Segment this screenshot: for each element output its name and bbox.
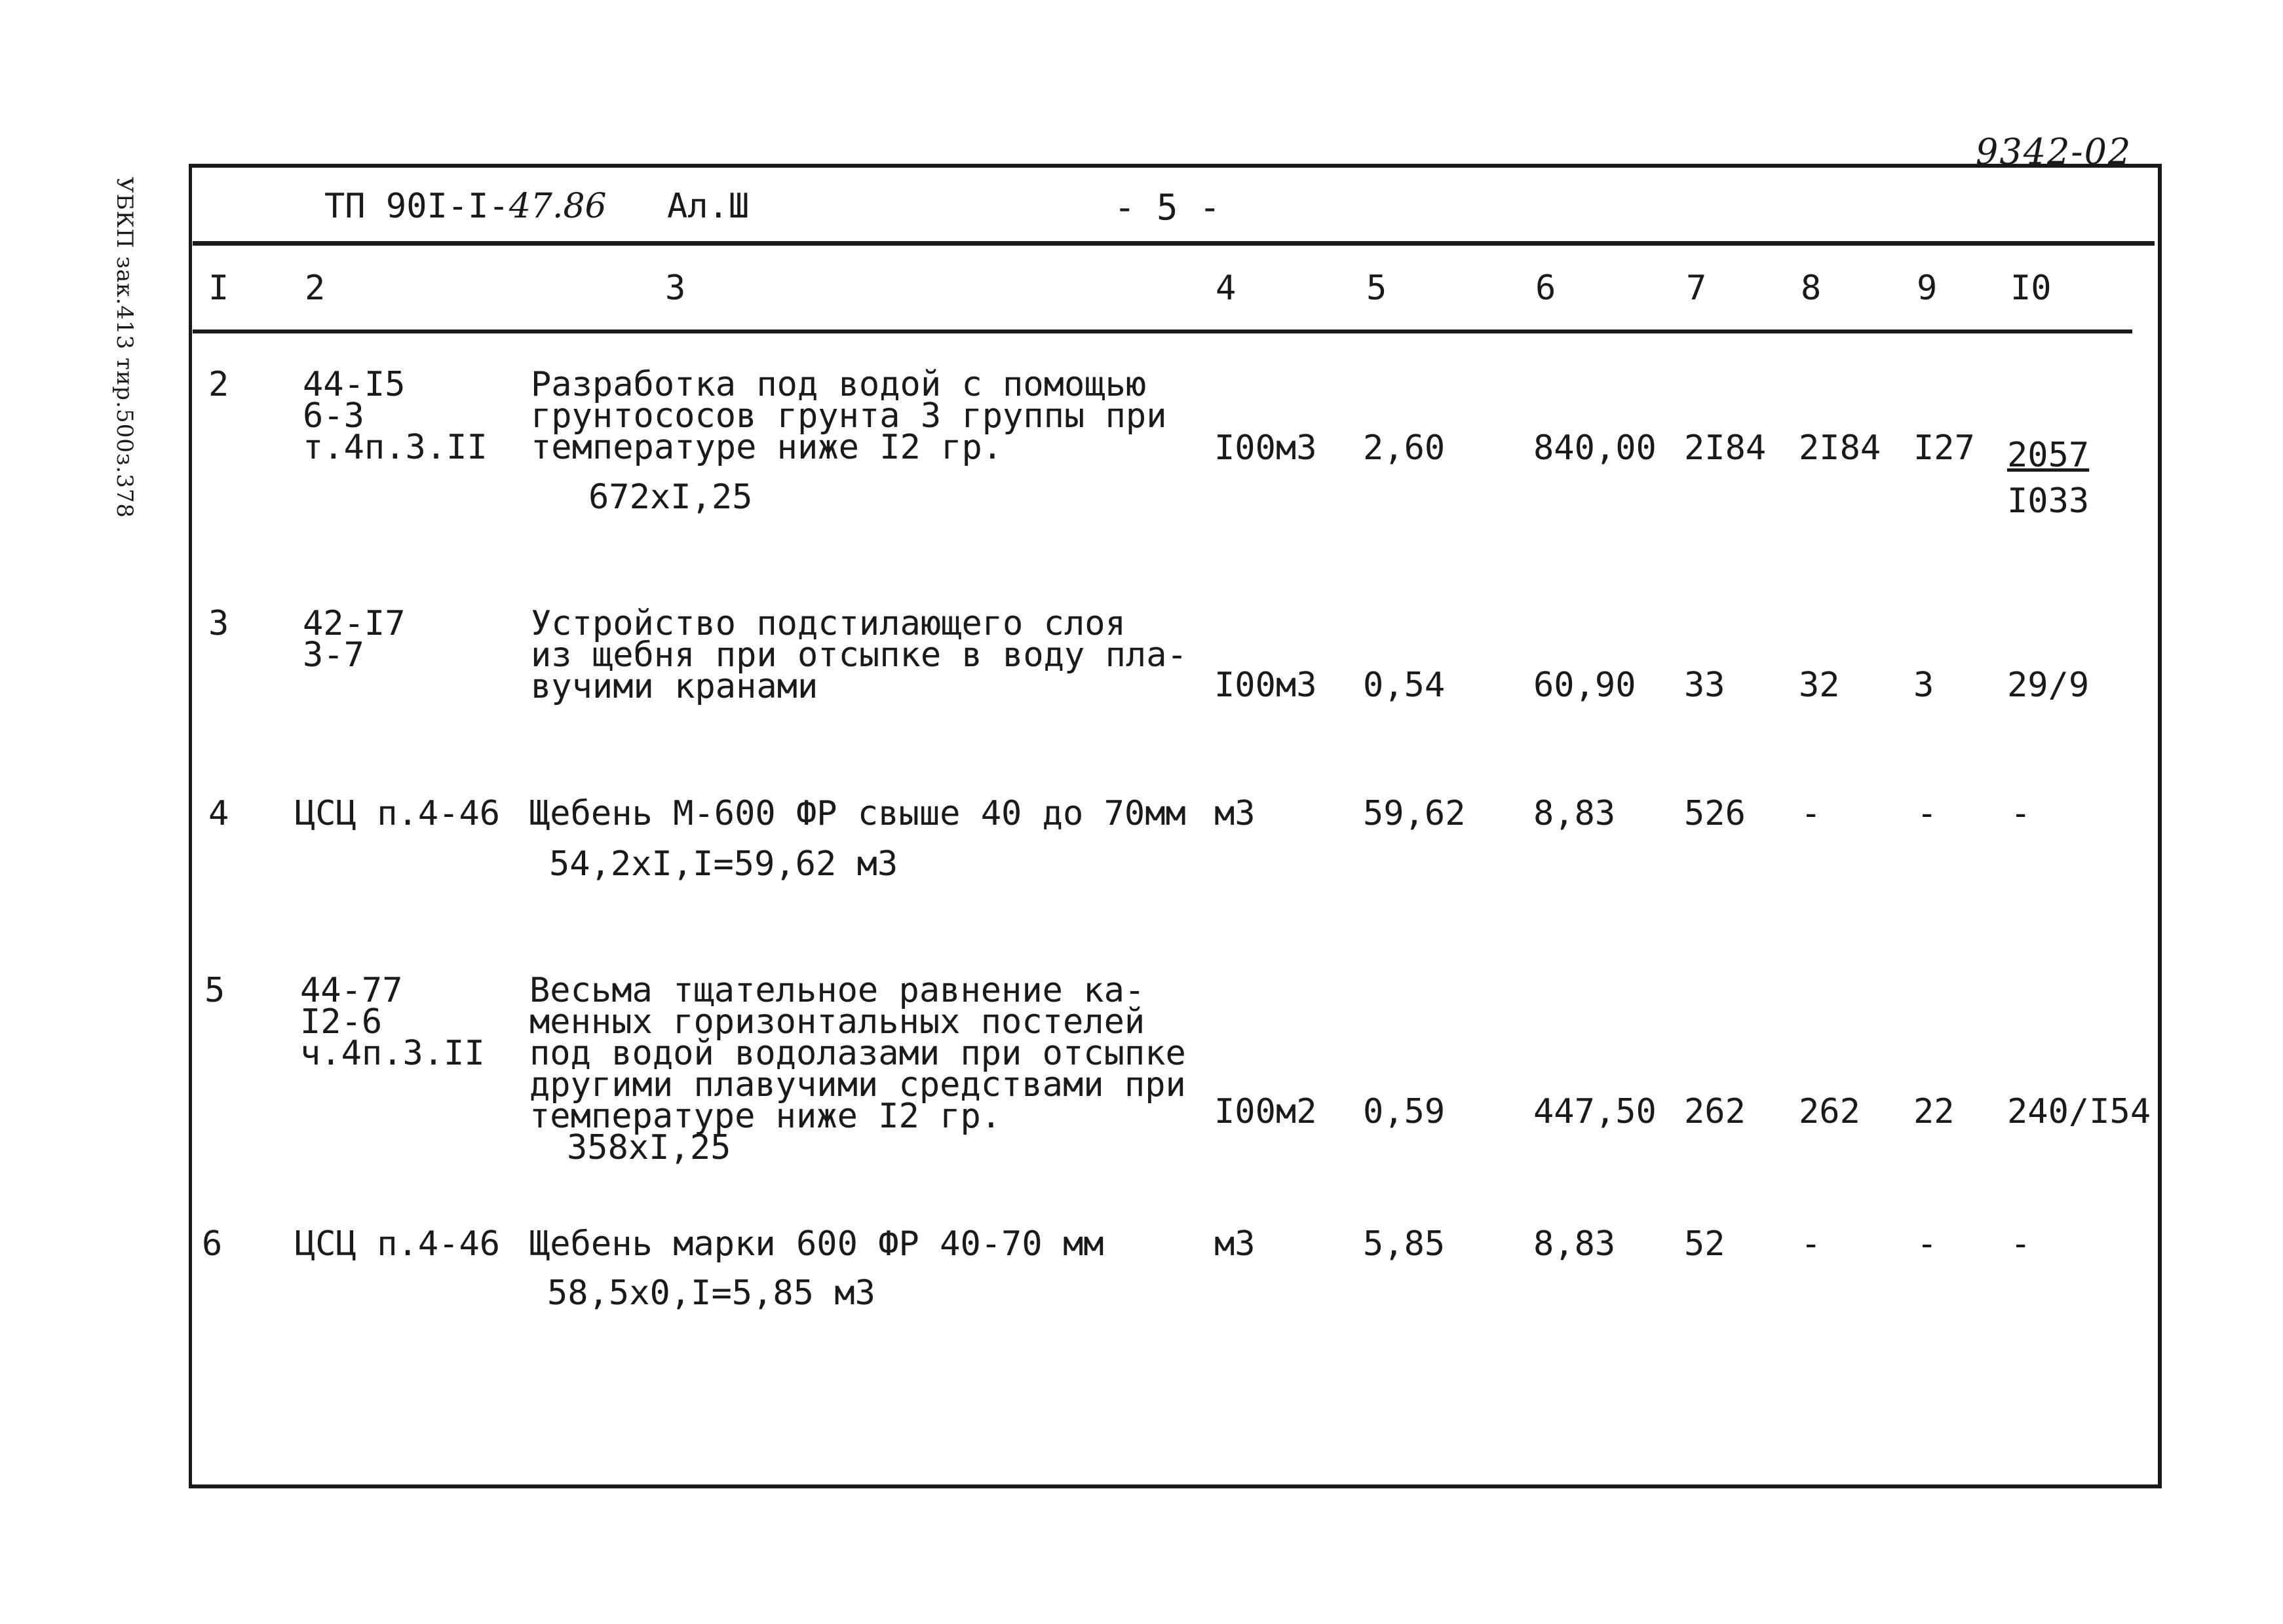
unit-price: 8,83: [1533, 1224, 1616, 1264]
row-number: 6: [202, 1224, 223, 1264]
rate-code: [303, 604, 406, 675]
calculation-note: 54,2хI,I=59,62 м3: [549, 844, 898, 884]
unit-price: 447,50: [1533, 1092, 1657, 1131]
rate-code-line: 44-I5: [303, 365, 406, 404]
rate-code-line: 6-3: [303, 396, 364, 436]
work-description: [531, 365, 1167, 467]
document-stamp: 9342-02: [1976, 131, 2132, 172]
rate-code: [300, 971, 485, 1073]
calculation-note: 358хI,25: [567, 1128, 731, 1167]
column-9-value: 3: [1913, 666, 1934, 705]
description-line: из щебня при отсыпке в воду пла-: [531, 635, 1187, 675]
header-divider: [193, 241, 2155, 246]
rate-code-line: т.4п.3.II: [303, 428, 488, 467]
document-code: [324, 187, 607, 226]
quantity: 5,85: [1363, 1224, 1446, 1264]
quantity: 0,54: [1363, 666, 1446, 705]
row-number: 2: [208, 365, 229, 404]
document-code-printed: ТП 90I-I-: [324, 187, 509, 226]
work-description: Щебень М-600 ФР свыше 40 до 70мм: [529, 794, 1186, 833]
description-line: Устройство подстилающего слоя: [531, 604, 1126, 643]
column-9-value: 22: [1913, 1092, 1955, 1131]
description-line: температуре ниже I2 гр.: [531, 428, 1003, 467]
column-header-4: 4: [1216, 269, 1237, 308]
column-header-3: 3: [665, 269, 686, 308]
row-number: 4: [208, 794, 229, 833]
column-7-value: 52: [1684, 1224, 1725, 1264]
column-7-value: 262: [1684, 1092, 1746, 1131]
unit: I00м3: [1214, 428, 1317, 468]
side-print-note: УБКП зак.413 тир.500з.378: [111, 177, 138, 519]
description-line: Весьма тщательное равнение ка-: [529, 971, 1145, 1010]
page-number: - 5 -: [1114, 187, 1221, 228]
description-line: другими плавучими средствами при: [529, 1065, 1186, 1105]
column-header-7: 7: [1686, 269, 1707, 308]
document-code-handwritten: 47.86: [508, 187, 607, 226]
unit-price: 60,90: [1533, 666, 1636, 705]
unit-price: 8,83: [1533, 794, 1616, 833]
column-8-value: 2I84: [1799, 428, 1881, 468]
quantity: 0,59: [1363, 1092, 1446, 1131]
rate-code-line: 3-7: [303, 635, 364, 675]
rate-code: [303, 365, 488, 467]
work-description: [529, 971, 1186, 1136]
column-10-fraction: [2007, 432, 2089, 524]
work-description: [531, 604, 1187, 706]
unit: I00м2: [1214, 1092, 1317, 1131]
calculation-note: 672хI,25: [588, 478, 753, 517]
fraction-numerator: 2057: [2007, 436, 2090, 475]
column-header-10: I0: [2010, 269, 2052, 308]
column-header-divider: [193, 330, 2132, 333]
rate-code: ЦСЦ п.4-46: [295, 1224, 501, 1264]
column-header-5: 5: [1366, 269, 1387, 308]
column-10-value: 29/9: [2007, 666, 2090, 705]
quantity: 59,62: [1363, 794, 1466, 833]
rate-code: ЦСЦ п.4-46: [295, 794, 501, 833]
column-header-1: I: [208, 269, 229, 308]
rate-code-line: 44-77: [300, 971, 403, 1010]
work-description: Щебень марки 600 ФР 40-70 мм: [529, 1224, 1104, 1264]
sheet-label: Ал.Ш: [667, 187, 750, 226]
column-8-value: -: [1801, 1224, 1822, 1264]
column-10-value: -: [2010, 1224, 2031, 1264]
column-7-value: 33: [1684, 666, 1725, 705]
column-7-value: 526: [1684, 794, 1746, 833]
column-header-6: 6: [1535, 269, 1556, 308]
column-8-value: 262: [1799, 1092, 1860, 1131]
quantity: 2,60: [1363, 428, 1446, 468]
description-line: менных горизонтальных постелей: [529, 1002, 1145, 1042]
rate-code-line: ч.4п.3.II: [300, 1034, 485, 1073]
column-10-value: 240/I54: [2007, 1092, 2151, 1131]
description-line: температуре ниже I2 гр.: [529, 1097, 1002, 1136]
column-9-value: I27: [1913, 428, 1975, 468]
description-line: вучими кранами: [531, 667, 818, 706]
unit: м3: [1214, 1224, 1256, 1264]
column-8-value: 32: [1799, 666, 1840, 705]
description-line: грунтососов грунта 3 группы при: [531, 396, 1167, 436]
row-number: 3: [208, 604, 229, 643]
row-number: 5: [204, 971, 225, 1010]
column-header-9: 9: [1917, 269, 1938, 308]
column-header-8: 8: [1801, 269, 1822, 308]
fraction-denominator: I033: [2007, 482, 2090, 521]
calculation-note: 58,5х0,I=5,85 м3: [547, 1274, 875, 1313]
unit: I00м3: [1214, 666, 1317, 705]
rate-code-line: I2-6: [300, 1002, 383, 1042]
column-8-value: -: [1801, 794, 1822, 833]
unit: м3: [1214, 794, 1256, 833]
description-line: под водой водолазами при отсыпке: [529, 1034, 1186, 1073]
column-7-value: 2I84: [1684, 428, 1767, 468]
column-9-value: -: [1917, 794, 1938, 833]
column-header-2: 2: [305, 269, 326, 308]
description-line: Разработка под водой с помощью: [531, 365, 1147, 404]
rate-code-line: 42-I7: [303, 604, 406, 643]
unit-price: 840,00: [1533, 428, 1657, 468]
column-10-value: -: [2010, 794, 2031, 833]
column-9-value: -: [1917, 1224, 1938, 1264]
